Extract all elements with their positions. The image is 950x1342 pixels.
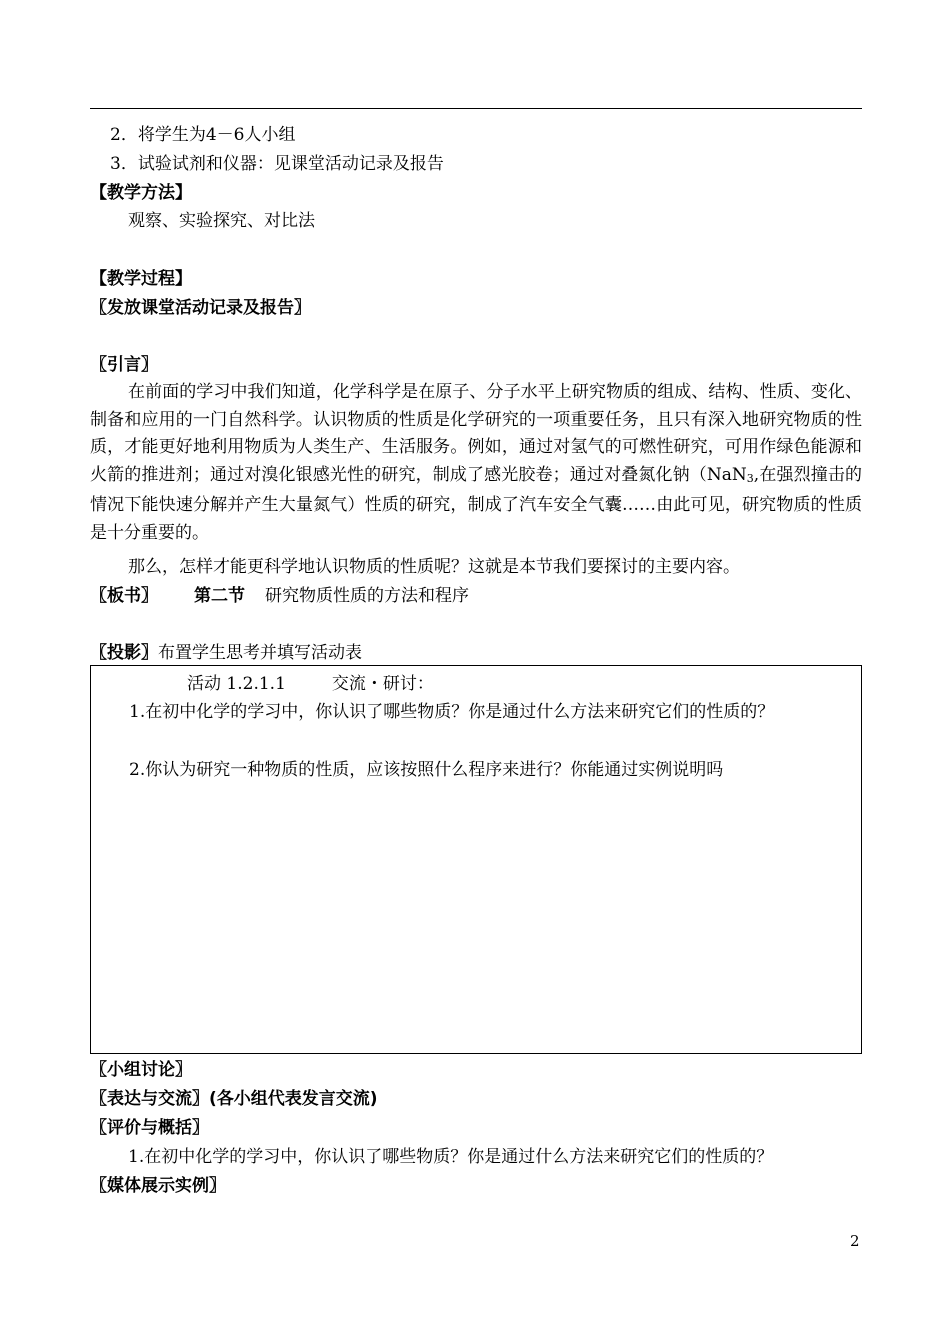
intro-paragraph-1-text-a: 在前面的学习中我们知道，化学科学是在原子、分子水平上研究物质的组成、结构、性质、变化、制备和应用的一门自然科学。认识物质的性质是化学研究的一项重要任务，且只有深入地研究物质的性质，才能更好地利用物质为人类生产、生活服务。例如，通过对氢气的可燃性研究，可用作绿色能源和火箭的推进剂；通过对溴化银感光性的研究，制成了感光胶卷；通过对叠氮化钠（NaN bbox=[90, 382, 862, 485]
activity-question-2: 2.你认为研究一种物质的性质，应该按照什么程序来进行？你能通过实例说明吗 bbox=[129, 760, 724, 780]
prep-item-3: 3．试验试剂和仪器：见课堂活动记录及报告 bbox=[110, 154, 444, 174]
board-line bbox=[90, 582, 469, 610]
intro-paragraph-1-text-b: ,在强烈撞击的情况下能快速分解并产生大量氮气）性质的研究，制成了汽车安全气囊……由此可见，研究物质的性质是十分重要的。 bbox=[90, 464, 862, 543]
intro-heading: 〖引言〗 bbox=[90, 355, 158, 375]
activity-header bbox=[187, 670, 434, 698]
board-title: 研究物质性质的方法和程序 bbox=[265, 586, 469, 606]
page-number: 2 bbox=[850, 1232, 860, 1250]
projection-line bbox=[90, 639, 362, 667]
method-content: 观察、实验探究、对比法 bbox=[128, 211, 315, 231]
group-discussion-heading: 〖小组讨论〗 bbox=[90, 1060, 192, 1080]
activity-table bbox=[90, 665, 862, 1054]
intro-paragraph-1-subscript: 3 bbox=[746, 471, 754, 485]
activity-id: 活动 1.2.1.1 bbox=[187, 674, 286, 694]
media-heading: 〖媒体展示实例〗 bbox=[90, 1176, 226, 1196]
intro-paragraph-2: 那么，怎样才能更科学地认识物质的性质呢？这就是本节我们要探讨的主要内容。 bbox=[128, 557, 740, 577]
header-rule bbox=[90, 108, 862, 109]
projection-label: 〖投影〗 bbox=[90, 643, 158, 663]
evaluate-question-1: 1.在初中化学的学习中，你认识了哪些物质？你是通过什么方法来研究它们的性质的？ bbox=[128, 1147, 774, 1167]
intro-paragraph-1 bbox=[90, 379, 862, 548]
prep-item-2: 2．将学生为4－6人小组 bbox=[110, 125, 296, 145]
activity-question-1: 1.在初中化学的学习中，你认识了哪些物质？你是通过什么方法来研究它们的性质的？ bbox=[129, 702, 775, 722]
board-label: 〖板书〗 bbox=[90, 586, 158, 606]
process-heading: 【教学过程】 bbox=[90, 269, 192, 289]
board-section: 第二节 bbox=[194, 586, 245, 606]
distribute-heading: 〖发放课堂活动记录及报告〗 bbox=[90, 298, 311, 318]
projection-text: 布置学生思考并填写活动表 bbox=[158, 643, 362, 663]
express-exchange-heading: 〖表达与交流〗(各小组代表发言交流) bbox=[90, 1089, 378, 1109]
method-heading: 【教学方法】 bbox=[90, 183, 192, 203]
activity-type: 交流・研讨： bbox=[331, 674, 434, 694]
evaluate-heading: 〖评价与概括〗 bbox=[90, 1118, 209, 1138]
